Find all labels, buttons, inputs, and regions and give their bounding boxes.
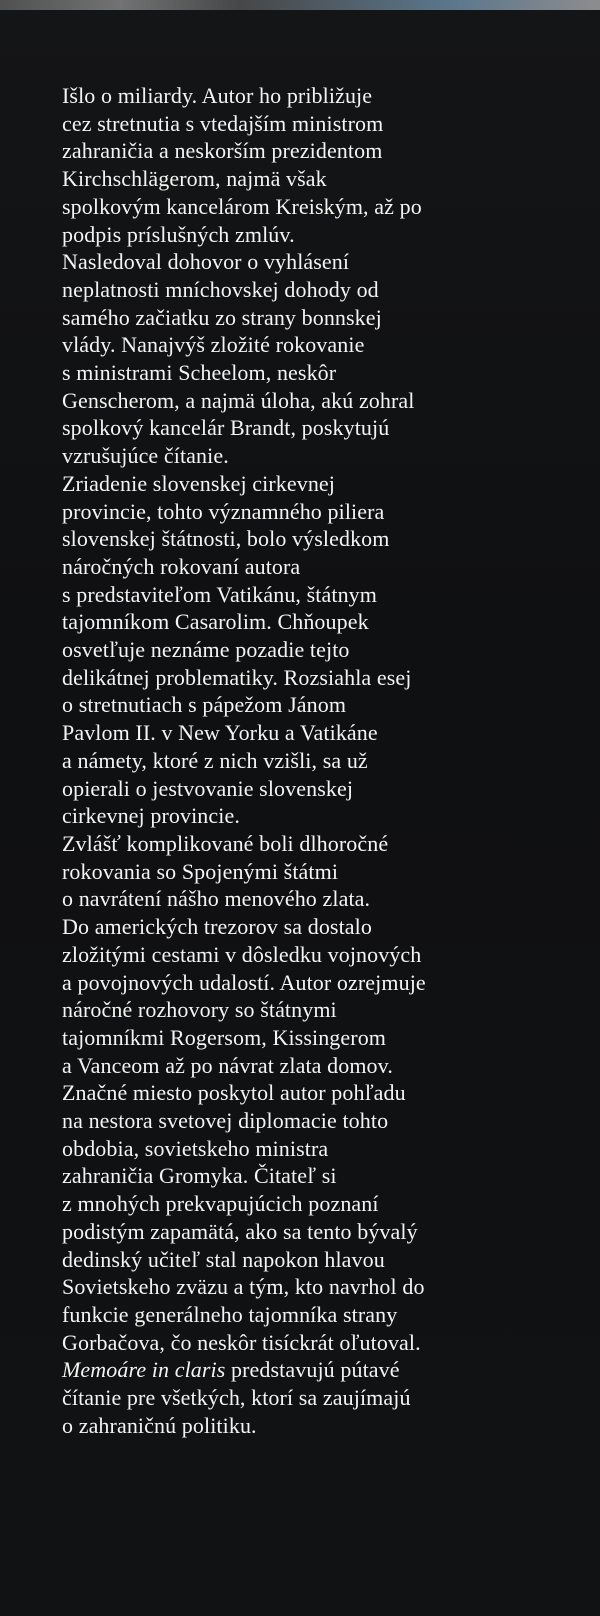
text-line: tajomníkmi Rogersom, Kissingerom <box>62 1024 387 1050</box>
text-line: zahraničia a neskorším prezidentom <box>62 138 383 164</box>
text-line: náročných rokovaní autora <box>62 553 301 579</box>
text-line: Kirchschlägerom, najmä však <box>62 166 327 192</box>
text-line: podpis príslušných zmlúv. <box>62 221 295 247</box>
text-line: vlády. Nanajvýš zložité rokovanie <box>62 332 365 358</box>
text-line: rokovania so Spojenými štátmi <box>62 858 339 884</box>
text-line: cez stretnutia s vtedajším ministrom <box>62 110 384 136</box>
text-line: Genscherom, a najmä úloha, akú zohral <box>62 387 415 413</box>
text-line: funkcie generálneho tajomníka strany <box>62 1301 398 1327</box>
text-line: neplatnosti mníchovskej dohody od <box>62 276 379 302</box>
text-line: tajomníkom Casarolim. Chňoupek <box>62 609 369 635</box>
text-line: a námety, ktoré z nich vzišli, sa už <box>62 747 368 773</box>
text-line: Išlo o miliardy. Autor ho približuje <box>62 83 373 108</box>
text-line: provincie, tohto významného piliera <box>62 498 385 524</box>
text-line: zahraničia Gromyka. Čitateľ si <box>62 1163 337 1189</box>
text-line: Pavlom II. v New Yorku a Vatikáne <box>62 720 378 746</box>
text-line: spolkový kancelár Brandt, poskytujú <box>62 415 390 441</box>
closing-line: čítanie pre všetkých, ktorí sa zaujímajú <box>62 1385 411 1411</box>
text-line: delikátnej problematiky. Rozsiahla esej <box>62 664 412 690</box>
text-line: s predstaviteľom Vatikánu, štátnym <box>62 581 377 607</box>
book-title-italic: Memoáre in claris <box>62 1357 226 1383</box>
text-line: osvetľuje neznáme pozadie tejto <box>62 637 350 663</box>
text-line: vzrušujúce čítanie. <box>62 443 229 469</box>
text-line: Gorbačova, čo neskôr tisíckrát oľutoval. <box>62 1329 421 1355</box>
text-line: a povojnových udalostí. Autor ozrejmuje <box>62 969 426 995</box>
text-line: Zvlášť komplikované boli dlhoročné <box>62 830 389 856</box>
text-line: na nestora svetovej diplomacie tohto <box>62 1108 389 1134</box>
text-line: zložitými cestami v dôsledku vojnových <box>62 941 422 967</box>
text-line: a Vanceom až po návrat zlata domov. <box>62 1052 393 1078</box>
text-line: o stretnutiach s pápežom Jánom <box>62 692 347 718</box>
text-line: Nasledoval dohovor o vyhlásení <box>62 249 350 275</box>
text-line: Do amerických trezorov sa dostalo <box>62 914 372 940</box>
text-line: Značné miesto poskytol autor pohľadu <box>62 1080 406 1106</box>
text-line: náročné rozhovory so štátnymi <box>62 997 337 1023</box>
text-line: s ministrami Scheelom, neskôr <box>62 360 337 386</box>
text-line: obdobia, sovietskeho ministra <box>62 1135 329 1161</box>
closing-line-rest: predstavujú pútavé <box>225 1357 400 1383</box>
text-line: z mnohých prekvapujúcich poznaní <box>62 1191 379 1217</box>
text-line: opierali o jestvovanie slovenskej <box>62 775 354 801</box>
text-line: cirkevnej provincie. <box>62 803 240 829</box>
text-line: Sovietskeho zväzu a tým, kto navrhol do <box>62 1274 425 1300</box>
text-line: spolkovým kancelárom Kreiským, až po <box>62 193 422 219</box>
closing-line <box>62 1356 582 1384</box>
text-line: podistým zapamätá, ako sa tento bývalý <box>62 1218 418 1244</box>
text-line: o navrátení nášho menového zlata. <box>62 886 371 912</box>
top-edge-strip <box>0 0 600 10</box>
closing-line: o zahraničnú politiku. <box>62 1412 257 1438</box>
text-line: slovenskej štátnosti, bolo výsledkom <box>62 526 390 552</box>
text-line: Zriadenie slovenskej cirkevnej <box>62 470 336 496</box>
text-line: dedinský učiteľ stal napokon hlavou <box>62 1246 385 1272</box>
blurb-text <box>62 82 582 1439</box>
text-line: samého začiatku zo strany bonnskej <box>62 304 382 330</box>
